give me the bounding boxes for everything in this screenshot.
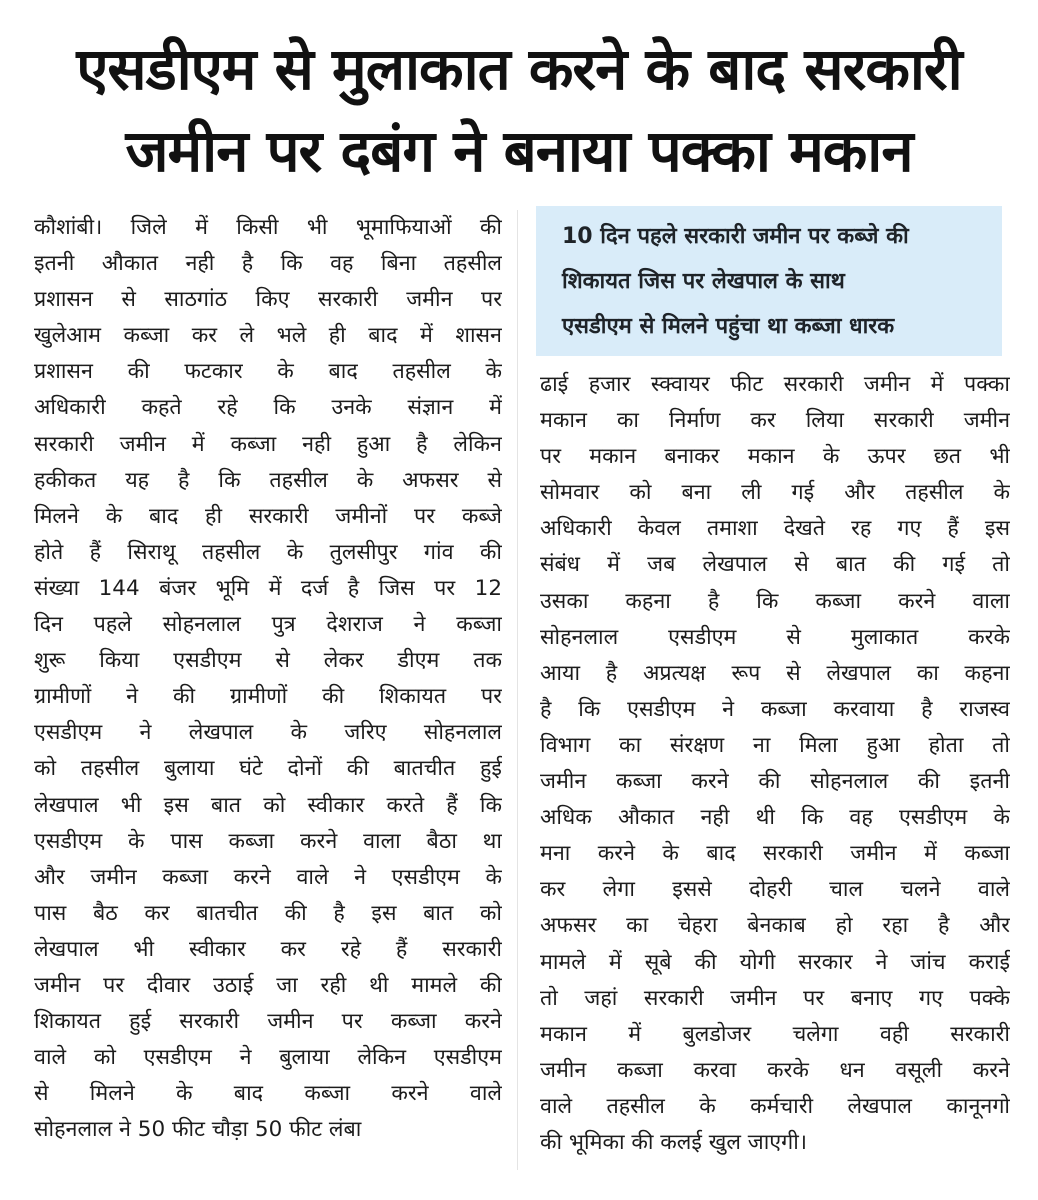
article-line: पास बैठ कर बातचीत की है इस बात को [34, 900, 502, 926]
article-right-column [540, 367, 1010, 1161]
article-line: से मिलने के बाद कब्जा करने वाले [34, 1081, 502, 1107]
article-line: एसडीएम के पास कब्जा करने वाला बैठा था [34, 828, 502, 854]
article-line: वाले तहसील के कर्मचारी लेखपाल कानूनगो [540, 1093, 1010, 1119]
article-line: जमीन कब्जा करने की सोहनलाल की इतनी [540, 769, 1010, 795]
article-line: प्रशासन से साठगांठ किए सरकारी जमीन पर [34, 287, 502, 313]
highlight-box [536, 206, 1002, 356]
article-line: को तहसील बुलाया घंटे दोनों की बातचीत हुई [34, 756, 502, 782]
article-line: मामले में सूबे की योगी सरकार ने जांच कराई [540, 949, 1010, 975]
article-line: जमीन पर दीवार उठाई जा रही थी मामले की [34, 972, 502, 998]
article-line: अधिक औकात नही थी कि वह एसडीएम के [540, 805, 1010, 831]
article-line: प्रशासन की फटकार के बाद तहसील के [34, 359, 502, 385]
article-line: वाले को एसडीएम ने बुलाया लेकिन एसडीएम [34, 1045, 502, 1071]
article-line: मिलने के बाद ही सरकारी जमीनों पर कब्जे [34, 503, 502, 529]
article-line: संख्या 144 बंजर भूमि में दर्ज है जिस पर 12 [34, 575, 502, 601]
article-line: एसडीएम ने लेखपाल के जरिए सोहनलाल [34, 720, 502, 746]
article-line: अधिकारी कहते रहे कि उनके संज्ञान में [34, 395, 502, 421]
article-line: मना करने के बाद सरकारी जमीन में कब्जा [540, 841, 1010, 867]
article-line: लेखपाल भी स्वीकार कर रहे हैं सरकारी [34, 936, 502, 962]
article-line: आया है अप्रत्यक्ष रूप से लेखपाल का कहना [540, 660, 1010, 686]
article-line: ग्रामीणों ने की ग्रामीणों की शिकायत पर [34, 684, 502, 710]
article-line: सोहनलाल ने 50 फीट चौड़ा 50 फीट लंबा [34, 1117, 362, 1143]
article-line: की भूमिका की कलई खुल जाएगी। [540, 1129, 807, 1155]
article-line: कर लेगा इससे दोहरी चाल चलने वाले [540, 877, 1010, 903]
article-line: शिकायत हुई सरकारी जमीन पर कब्जा करने [34, 1009, 502, 1035]
article-line: विभाग का संरक्षण ना मिला हुआ होता तो [540, 732, 1010, 758]
headline-line-1: एसडीएम से मुलाकात करने के बाद सरकारी [76, 35, 962, 103]
article-line: लेखपाल भी इस बात को स्वीकार करते हैं कि [34, 792, 502, 818]
article-line: तो जहां सरकारी जमीन पर बनाए गए पक्के [540, 985, 1010, 1011]
article-line: इतनी औकात नही है कि वह बिना तहसील [34, 251, 502, 277]
article-line: सरकारी जमीन में कब्जा नही हुआ है लेकिन [34, 431, 502, 457]
article-line: खुलेआम कब्जा कर ले भले ही बाद में शासन [34, 323, 502, 349]
article-line: शुरू किया एसडीएम से लेकर डीएम तक [34, 648, 502, 674]
article-line: और जमीन कब्जा करने वाले ने एसडीएम के [34, 864, 502, 890]
headline [0, 28, 1038, 192]
highlight-line: 10 दिन पहले सरकारी जमीन पर कब्जे की [562, 224, 909, 249]
article-line: कौशांबी। जिले में किसी भी भूमाफियाओं की [34, 215, 502, 240]
article-line: है कि एसडीएम ने कब्जा करवाया है राजस्व [540, 696, 1010, 722]
highlight-line: शिकायत जिस पर लेखपाल के साथ [562, 269, 845, 294]
column-divider [517, 210, 518, 1170]
article-line: मकान में बुलडोजर चलेगा वही सरकारी [540, 1021, 1010, 1047]
article-line: सोहनलाल एसडीएम से मुलाकात करके [540, 624, 1010, 650]
article-line: अधिकारी केवल तमाशा देखते रह गए हैं इस [540, 516, 1010, 542]
article-line: जमीन कब्जा करवा करके धन वसूली करने [540, 1057, 1010, 1083]
article-line: संबंध में जब लेखपाल से बात की गई तो [540, 552, 1010, 578]
article-line: हकीकत यह है कि तहसील के अफसर से [34, 467, 502, 493]
highlight-line: एसडीएम से मिलने पहुंचा था कब्जा धारक [562, 314, 895, 339]
article-line: दिन पहले सोहनलाल पुत्र देशराज ने कब्जा [34, 612, 502, 638]
article-line: मकान का निर्माण कर लिया सरकारी जमीन [540, 408, 1010, 434]
article-line: होते हैं सिराथू तहसील के तुलसीपुर गांव की [34, 539, 502, 565]
article-line: पर मकान बनाकर मकान के ऊपर छत भी [540, 444, 1010, 470]
article-line: सोमवार को बना ली गई और तहसील के [540, 480, 1010, 506]
article-line: अफसर का चेहरा बेनकाब हो रहा है और [540, 913, 1010, 939]
headline-line-2: जमीन पर दबंग ने बनाया पक्का मकान [125, 117, 913, 185]
highlight-text [562, 214, 992, 349]
article-line: उसका कहना है कि कब्जा करने वाला [540, 588, 1010, 614]
article-line: ढाई हजार स्क्वायर फीट सरकारी जमीन में पक्का [540, 372, 1010, 397]
article-left-column [34, 210, 502, 1148]
